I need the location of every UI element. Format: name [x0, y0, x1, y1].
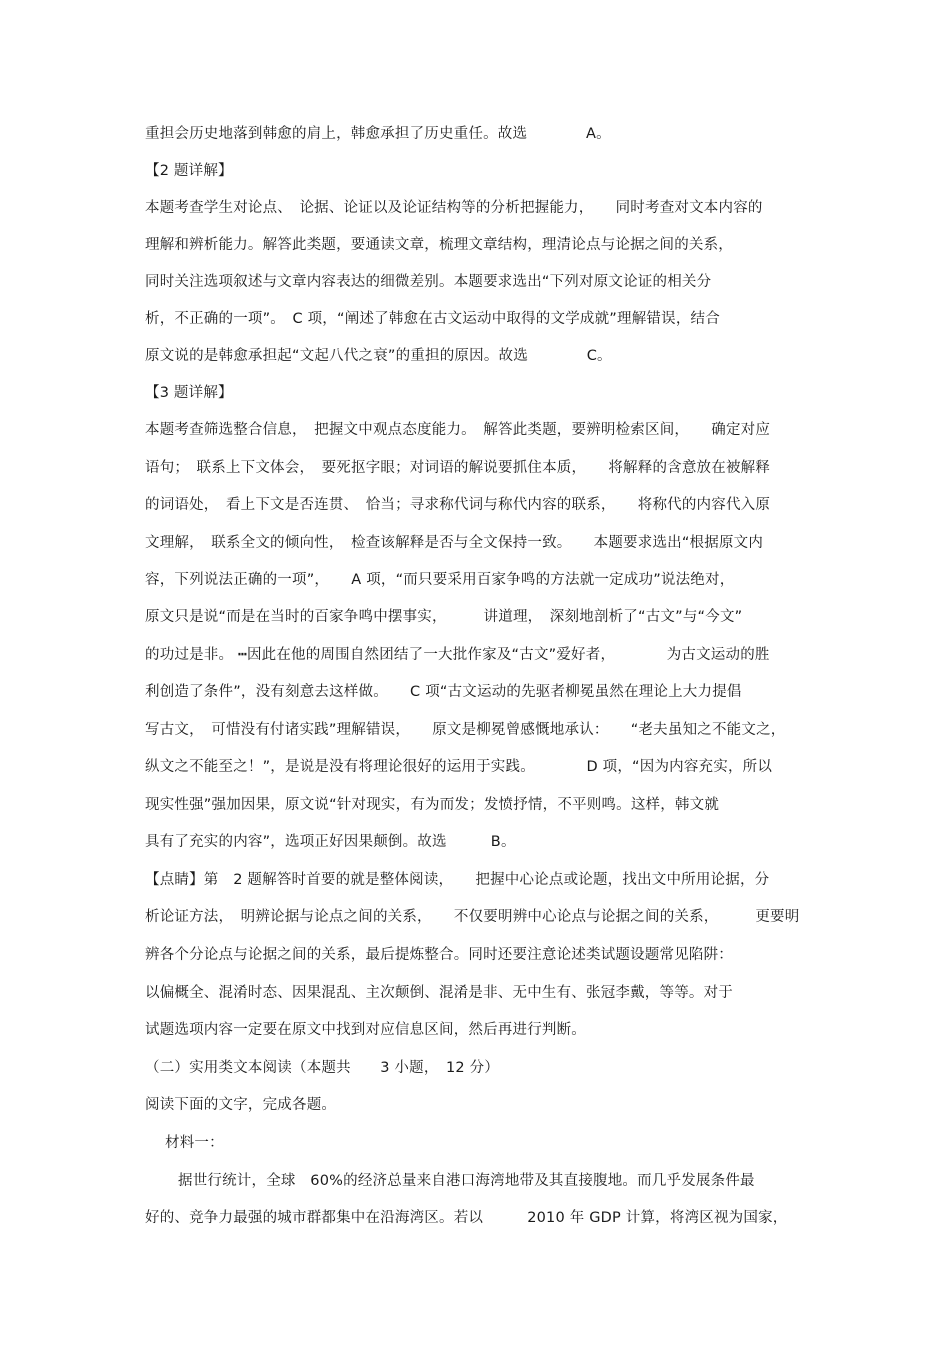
text-line: 容，下列说法正确的一项”， A 项，“而只要采用百家争鸣的方法就一定成功”说法绝对，	[145, 572, 735, 588]
text-line: 以偏概全、混淆时态、因果混乱、主次颠倒、混淆是非、无中生有、张冠李戴，等等。对于	[145, 985, 733, 1001]
text-line: 具有了充实的内容”，选项正好因果颠倒。故选 B。	[145, 834, 516, 850]
text-line: 原文说的是韩愈承担起“文起八代之衰”的重担的原因。故选 C。	[145, 348, 612, 364]
text-line: 的功过是非。 ┅因此在他的周围自然团结了一大批作家及“古文”爱好者， 为古文运动的胜	[145, 647, 770, 663]
section-heading: （二）实用类文本阅读（本题共 3 小题， 12 分）	[145, 1060, 500, 1076]
text-line: 阅读下面的文字，完成各题。	[145, 1097, 337, 1113]
text-line: 本题考查学生对论点、 论据、论证以及论证结构等的分析把握能力， 同时考查对文本内容的	[145, 200, 763, 216]
text-line: 纵文之不能至之！”，是说是没有将理论很好的运用于实践。 D 项，“因为内容充实，所以	[145, 759, 773, 775]
text-line: 现实性强”强加因果，原文说“针对现实，有为而发；发愤抒情，不平则鸣。这样，韩文就	[145, 797, 720, 813]
text-line: 文理解， 联系全文的倾向性， 检查该解释是否与全文保持一致。 本题要求选出“根据原文内	[145, 535, 764, 551]
text-line: 原文只是说“而是在当时的百家争鸣中摆事实， 讲道理， 深刻地剖析了“古文”与“今文”	[145, 609, 743, 625]
text-line: 写古文， 可惜没有付诸实践”理解错误， 原文是柳冕曾感慨地承认： “老夫虽知之不能文之，	[145, 722, 786, 738]
text-line: 利创造了条件”，没有刻意去这样做。 C 项“古文运动的先驱者柳冕虽然在理论上大力提倡	[145, 684, 742, 700]
text-line: 同时关注选项叙述与文章内容表达的细微差别。本题要求选出“下列对原文论证的相关分	[145, 274, 712, 290]
text-line: 理解和辨析能力。解答此类题，要通读文章，梳理文章结构，理清论点与论据之间的关系，	[145, 237, 733, 253]
section-heading: 【3 题详解】	[145, 385, 233, 401]
text-line: 的词语处， 看上下文是否连贯、 恰当；寻求称代词与称代内容的联系， 将称代的内容代入原	[145, 497, 771, 513]
text-line: 【点睛】第 2 题解答时首要的就是整体阅读， 把握中心论点或论题，找出文中所用论据，分	[145, 872, 770, 888]
text-line: 析，不正确的一项”。 C 项，“阐述了韩愈在古文运动中取得的文学成就”理解错误，结合	[145, 311, 720, 327]
text-line: 好的、竞争力最强的城市群都集中在沿海湾区。若以 2010 年 GDP 计算，将湾区视为国家，	[145, 1210, 788, 1226]
text-line: 重担会历史地落到韩愈的肩上，韩愈承担了历史重任。故选 A。	[145, 126, 611, 142]
section-heading: 【2 题详解】	[145, 163, 233, 179]
text-line: 本题考查筛选整合信息， 把握文中观点态度能力。 解答此类题，要辨明检索区间， 确定对应	[145, 422, 771, 438]
text-line: 辨各个分论点与论据之间的关系，最后提炼整合。同时还要注意论述类试题设题常见陷阱：	[145, 947, 733, 963]
text-line: 语句； 联系上下文体会， 要死抠字眼；对词语的解说要抓住本质， 将解释的含意放在被解释	[145, 460, 771, 476]
text-line: 试题选项内容一定要在原文中找到对应信息区间，然后再进行判断。	[145, 1022, 586, 1038]
text-line: 据世行统计，全球 60%的经济总量来自港口海湾地带及其直接腹地。而几乎发展条件最	[178, 1173, 755, 1189]
material-label: 材料一：	[165, 1135, 224, 1151]
text-line: 析论证方法， 明辨论据与论点之间的关系， 不仅要明辨中心论点与论据之间的关系， 更要明	[145, 909, 800, 925]
